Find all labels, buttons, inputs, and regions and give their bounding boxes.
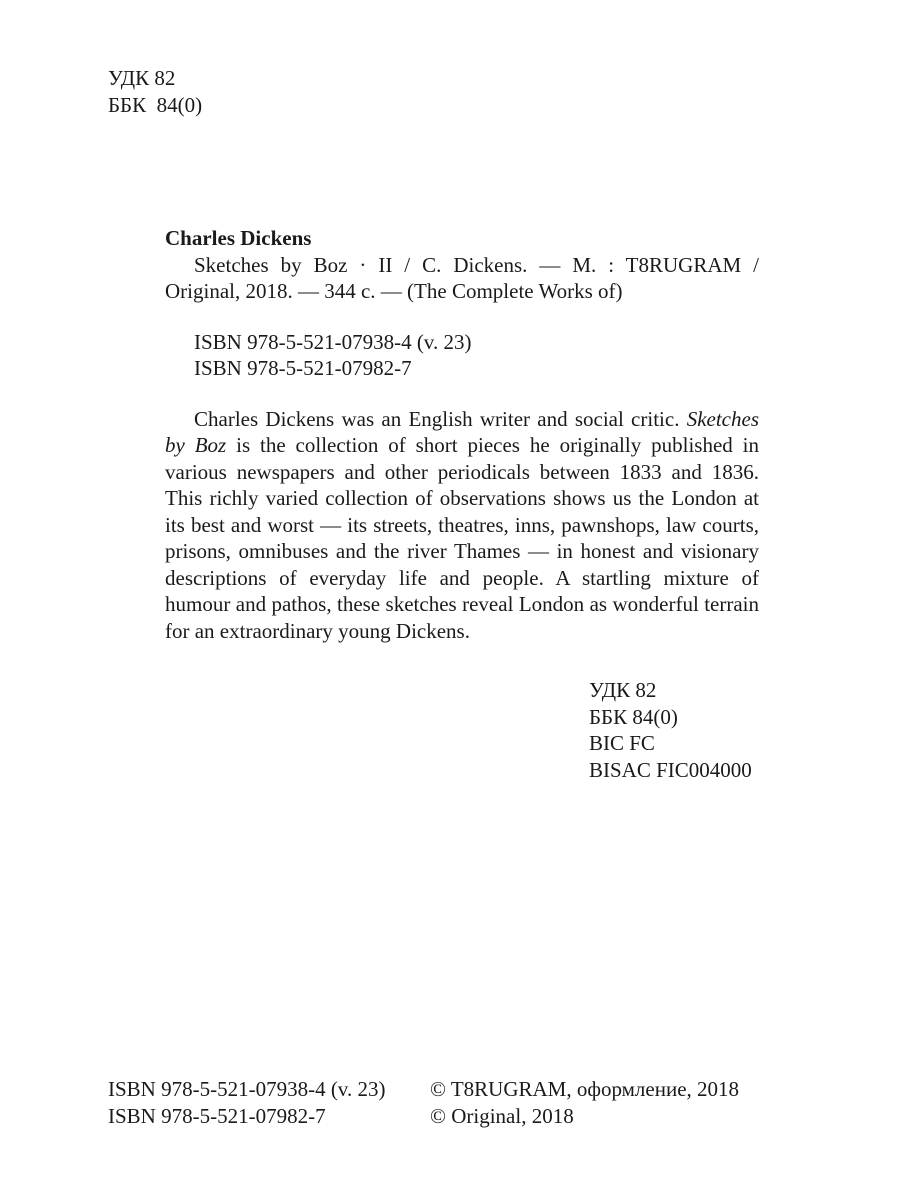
bibliographic-line-2: Original, 2018. — 344 c. — (The Complete Works of): [165, 279, 623, 303]
bbk-code: ББК 84(0): [108, 92, 203, 117]
annotation-part-2: is the collection of short pieces he originally published in various newspapers and other periodicals between 1833 and 1836. This richly varied collection of observations shows us the London at its best and worst — its streets, theatres, inns, pawnshops, law courts, prisons, omnibuses and the river Thames — in honest and visionary descriptions of everyday life and people. A startling mixture of humour and pathos, these sketches reveal London as wonderful terrain for an extraordinary young Dickens.: [165, 433, 759, 643]
bisac-code: BISAC FIC004000: [589, 757, 752, 782]
udk-code-right: УДК 82: [589, 678, 657, 702]
catalog-entry: [165, 225, 759, 644]
author-name: Charles Dickens: [165, 226, 312, 250]
footer-isbn-set: ISBN 978-5-521-07982-7: [108, 1103, 326, 1128]
annotation-paragraph: [165, 406, 759, 645]
annotation-part-1: Charles Dickens was an English writer and social critic.: [194, 406, 687, 431]
top-classification-codes: [108, 65, 202, 118]
copyright-original: © Original, 2018: [430, 1103, 574, 1128]
bic-code: BIC FC: [589, 731, 655, 755]
book-title-italic: Sketches by Boz: [165, 406, 759, 457]
copyright-design: © T8RUGRAM, оформление, 2018: [430, 1077, 740, 1101]
isbn-volume: ISBN 978-5-521-07938-4 (v. 23): [194, 329, 472, 354]
footer-copyright: [430, 1076, 739, 1129]
isbn-block: [165, 329, 759, 382]
footer-isbn-volume: ISBN 978-5-521-07938-4 (v. 23): [108, 1077, 386, 1101]
bibliographic-line-1: Sketches by Boz · II / C. Dickens. — M. : T8RUGRAM /: [194, 252, 759, 277]
udk-code: УДК 82: [108, 66, 176, 90]
isbn-set: ISBN 978-5-521-07982-7: [194, 356, 412, 380]
annotation: [165, 406, 759, 645]
footer-isbn: [108, 1076, 385, 1129]
bbk-code-right: ББК 84(0): [589, 704, 678, 729]
classification-codes: [589, 677, 752, 783]
